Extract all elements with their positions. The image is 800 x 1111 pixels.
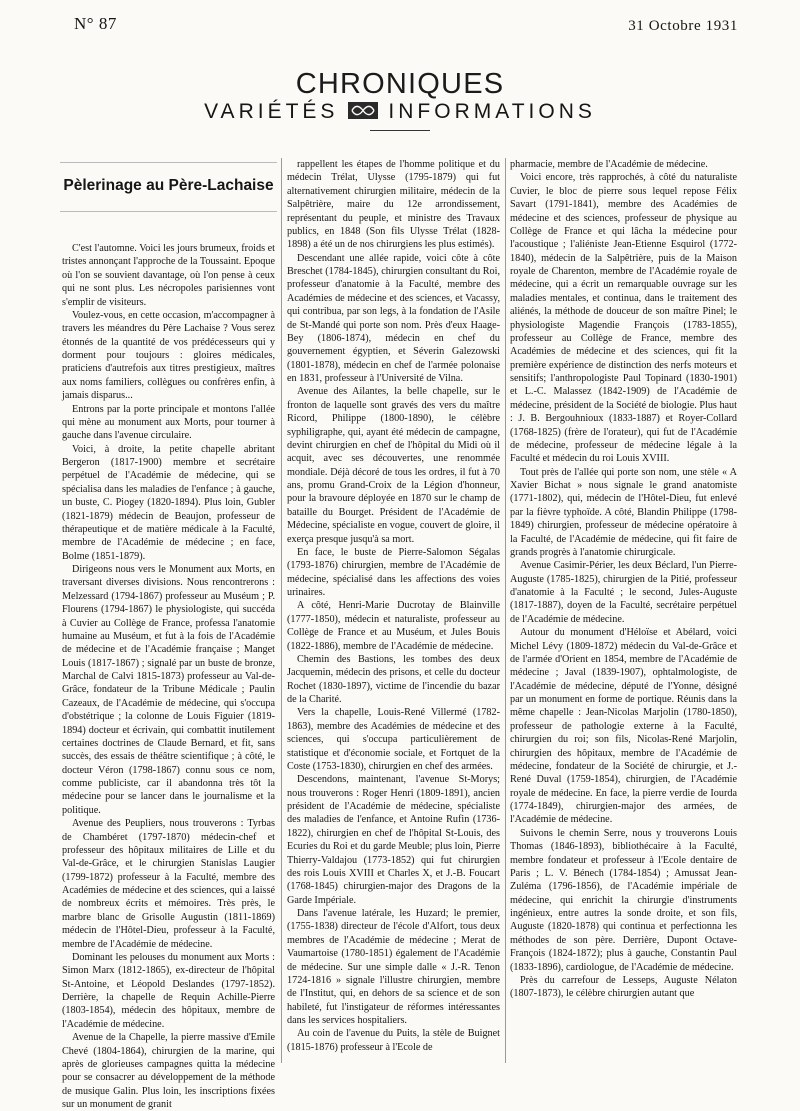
paragraph: Autour du monument d'Héloïse et Abélard, voici Michel Lévy (1809-1872) médecin du Val-de-Grâce et de l'armée d'Orient en 1854, membre de l'Académie de médecine ; Javal (1839-1907), ophtalmologiste, de l'Académie de médecine, député de l'Yonne, désigné par un monument en forme de portique. Réunis dans la même chapelle : Jean-Nicolas Marjolin (1780-1850), professeur de pathologie externe à la Faculté, chirurgien du roi; son fils, Nicolas-René Marjolin, chirurgien des hôpitaux, membre de l'Académie de médecine, fondateur de la Société de chirurgie, et J.-René Duval (1759-1854), chirurgien, de l'Académie royale de médecine. En face, la pierre verdie de Iourda (1774-1849), chirurgien-major des armées, de l'Académie de médecine. bbox=[510, 627, 737, 826]
paragraph: Dirigeons nous vers le Monument aux Morts, en traversant diverses divisions. Nous rencontrerons : Melzessard (1794-1867) professeur au Muséum ; P. Flourens (1794-1867) le physiologiste, qui succéda à Cuvier au Collège de France, professa l'anatomie humaine au Muséum, et fut à la fois de l'Académie de médecine et de l'Académie française ; Manget Louis (1817-1867) ; signalé par un buste de bronze, Marchal de Calvi 1815-1873) professeur au Val-de-Grâce, fondateur de la Tribune Médicale ; Paulin Cazeaux, de l'Académie de médecine, qui s'occupa d'obstétrique ; la colonne de Louis Figuier (1819-1894) docteur et écrivain, qui combattit inutilement certaines doctrines de Claude Bernard, et fit, sans succès, des essais de théâtre scientifique ; à côté, le docteur Véron (1798-1867) connu sous ce nom, comme publiciste, car il abandonna très tôt la médecine pour se lancer dans le journalisme et la politique. bbox=[62, 564, 275, 816]
article-title: Pèlerinage au Père-Lachaise bbox=[63, 177, 274, 194]
article-column-3 bbox=[510, 158, 737, 1063]
paragraph: Voulez-vous, en cette occasion, m'accompagner à travers les méandres du Père Lachaise ? Vous serez étonnés de la quantité de vos prédécesseurs qui y dorment pour toujours : gloires médicales, praticiens d'autrefois aux titres prestigieux, maîtres aux noms familiers, collègues ou confrères enfin, à jamais disparus... bbox=[62, 309, 275, 402]
paragraph: Avenue Casimir-Périer, les deux Béclard, l'un Pierre-Auguste (1785-1825), chirurgien de la Pitié, professeur d'anatomie à la Faculté ; le second, Jules-Auguste (1817-1887), doyen de la Faculté, secrétaire perpétuel de l'Académie de médecine. bbox=[510, 560, 737, 625]
article-column-1 bbox=[62, 242, 275, 1110]
issue-date: 31 Octobre 1931 bbox=[628, 18, 738, 34]
paragraph: Dominant les pelouses du monument aux Morts : Simon Marx (1812-1865), ex-directeur de l'hôpital St-Antoine, et Léopold Deslandes (1797-1852). Derrière, la chapelle de Requin Achille-Pierre (1803-1854), médecin des hôpitaux, membre de l'Académie de médecine. bbox=[62, 951, 275, 1030]
paragraph: Avenue de la Chapelle, la pierre massive d'Emile Chevé (1804-1864), chirurgien de la marine, qui après de glorieuses campagnes quitta la médecine pour se consacrer au développement de la méthode de musique Galin. Plus loin, les inscriptions fixées sur un monument de granit bbox=[62, 1032, 275, 1110]
paragraph: Voici, à droite, la petite chapelle abritant Bergeron (1817-1900) membre et secrétaire perpétuel de l'Académie de médecine, qui se spécialisa dans les maladies de l'enfance ; à gauche, un buste, C. Piogey (1820-1894). Plus loin, Gubler (1821-1879) médecin de Beaujon, professeur de thérapeutique et de matière médicale à la Faculté, membre de l'Académie de médecine ; en face, Bolme (1851-1879). bbox=[62, 443, 275, 562]
paragraph: En face, le buste de Pierre-Salomon Ségalas (1793-1876) chirurgien, membre de l'Académie de médecine, spécialisé dans les affections des voies urinaires. bbox=[287, 546, 500, 598]
paragraph: A côté, Henri-Marie Ducrotay de Blainville (1777-1850), médecin et naturaliste, professeur au Collège de France et au Muséum, et Jules Bouis (1822-1886), membre de l'Académie de médecine. bbox=[287, 600, 500, 652]
paragraph: Suivons le chemin Serre, nous y trouverons Louis Thomas (1846-1893), bibliothécaire à la Faculté, membre fondateur et professeur à l'Ecole dentaire de Paris ; L. V. Bénech (1784-1854) ; Amussat Jean-Zuléma (1796-1856), de l'Académie impériale de médecine, qui enrichit la chirurgie d'instruments ingénieux, entre autres la sonde droite, et son fils, Auguste (1820-1878) qui continua et perfectionna les méthodes de son père. Derrière, Dupont Octave-François (1824-1872); plus à gauche, Constantin Paul (1833-1896), cardiologue, de l'Académie de médecine. bbox=[510, 827, 737, 973]
paragraph: Avenue des Ailantes, la belle chapelle, sur le fronton de laquelle sont gravés des vers du maître Ricord, Philippe (1800-1890), le célèbre syphiligraphe, qui, ayant été médecin de campagne, devint chirurgien en chef de l'hôpital du Midi où il acquit, avec ses découvertes, une renommée mondiale. Déjà décoré de tous les ordres, il fut à 70 ans, promu Grand-Croix de la Légion d'honneur, pour la bravoure déployée en 1870 sur le champ de bataille du Bourget. Président de l'Académie de Médecine, spécialiste en vogue, couvert de gloire, il exerça presque jusqu'à sa mort. bbox=[287, 386, 500, 545]
subtitle-varietes: VARIÉTÉS bbox=[204, 100, 339, 124]
subtitle-informations: INFORMATIONS bbox=[388, 100, 596, 124]
section-title: CHRONIQUES bbox=[295, 68, 505, 100]
paragraph: Au coin de l'avenue du Puits, la stèle de Buignet (1815-1876) professeur à l'Ecole de bbox=[287, 1028, 500, 1053]
paragraph: Chemin des Bastions, les tombes des deux Jacquemin, médecin des prisons, et celle du docteur Rochet (1830-1897), victime de l'incendie du bazar de la Charité. bbox=[287, 653, 500, 705]
paragraph: Descendant une allée rapide, voici côte à côte Breschet (1784-1845), chirurgien consultant du Roi, professeur d'anatomie à la Faculté, membre des Académies de médecine et des sciences, et Vacassy, qui contribua, par son legs, à la fondation de l'Asile de St-Mandé qui porte son nom. Près d'eux Haage-Bey (1806-1874), médecin en chef du gouvernement égyptien, et Séverin Galezowski (1801-1878), médecin en chef de l'armée polonaise en 1831, professeur à l'Université de Vilna. bbox=[287, 252, 500, 384]
column-divider bbox=[281, 158, 282, 1063]
paragraph: Près du carrefour de Lesseps, Auguste Nélaton (1807-1873), le célèbre chirurgien autant que bbox=[510, 974, 737, 1000]
paragraph: Avenue des Peupliers, nous trouverons : Tyrbas de Chambéret (1797-1870) médecin-chef et professeur des hôpitaux militaires de Lille et du Val-de-Grâce, et le chirurgien Stanislas Laugier (1799-1872) professeur à la Faculté, membre des Académies de médecine et des sciences, qui a laissé de nombreux écrits et mémoires. Très près, le marbre blanc de Grisolle Augustin (1811-1869) médecin de l'Hôtel-Dieu, professeur à la Faculté, membre de l'Académie de médecine. bbox=[62, 818, 275, 950]
paragraph: Descendons, maintenant, l'avenue St-Morys; nous trouverons : Roger Henri (1809-1891), ancien président de l'Académie de médecine, spécialiste des maladies de l'enfance, et Antoine Rufin (1736-1822), chirurgien en chef de l'hôpital St-Louis, des Ecuries du Roi et du garde Meuble; plus loin, Pierre Thierry-Valdajou (1773-1852) qui fut chirurgien des rois Louis XVIII et Charles X, et J.-B. Foucart (1768-1845) chirurgien-major des Dragons de la Garde Impériale. bbox=[287, 774, 500, 906]
column-divider bbox=[505, 158, 506, 1063]
paragraph: pharmacie, membre de l'Académie de médecine. bbox=[510, 159, 708, 170]
paragraph: rappellent les étapes de l'homme politique et du médecin Trélat, Ulysse (1795-1879) qui fut alternativement chirurgien militaire, médecin de la Salpêtrière, maire du 12e arrondissement, représentant du peuple, et ministre des Travaux publics, en 1848 (Son fils Ulysse Trélat (1828-1898) a été un de nos chirurgiens les plus estimés). bbox=[287, 159, 500, 251]
paragraph: Tout près de l'allée qui porte son nom, une stèle « A Xavier Bichat » nous signale le grand anatomiste (1771-1802), qui, médecin de l'Hôtel-Dieu, fut enlevé par la fièvre typhoïde. A côté, Blandin Philippe (1798-1849) chirurgien, professeur de médecine opératoire à la Faculté, de l'Académie de médecine, qui fit faire de grands progrès à l'anatomie chirurgicale. bbox=[510, 466, 737, 558]
paragraph: C'est l'automne. Voici les jours brumeux, froids et tristes annonçant l'approche de la Toussaint. Epoque où l'on se souvient davantage, où l'on pense à ceux qui ne sont plus. Les nécropoles parisiennes vont s'emplir de visiteurs. bbox=[62, 243, 275, 308]
issue-number: N° 87 bbox=[74, 14, 117, 33]
paragraph: Vers la chapelle, Louis-René Villermé (1782-1863), membre des Académies de médecine et des sciences, qui s'occupa particulièrement de statistique et d'économie sociale, et Fortquet de la Coste (1753-1830), chirurgien en chef des armées. bbox=[287, 707, 500, 772]
paragraph: Dans l'avenue latérale, les Huzard; le premier, (1755-1838) directeur de l'école d'Alfort, tous deux membres de l'Académie de médecine ; Merat de Vaumartoise (1780-1851) également de l'Académie de médecine. Sur une simple dalle « J.-R. Tenon 1724-1816 » signale l'illustre chirurgien, membre de l'Institut, qui, en dehors de sa science et de son habileté, fut l'instigateur de réformes intéressantes dans les services hospitaliers. bbox=[287, 908, 500, 1026]
ornament-icon bbox=[348, 102, 378, 119]
header-rule bbox=[370, 130, 430, 131]
paragraph: Voici encore, très rapprochés, à côté du naturaliste Cuvier, le bloc de pierre sous lequel repose Félix Savart (1791-1841), membre des Académies de médecine et des sciences, professeur de physique au Collège de France et qui lâcha la médecine pour l'acoustique ; l'aliéniste Jean-Etienne Esquirol (1772-1840), médecin de la Salpêtrière, puis de la Maison royale de Charenton, membre de l'Académie royale de médecine, qui a écrit un remarquable ouvrage sur les maladies mentales, et continua, dans le traitement des aliénés, la méthode de douceur de son maître Pinel; le physiologiste Magendie François (1783-1855), professeur au Collège de France, membre des Académies de médecine et des sciences, qui fit la première expérience de distinction des nerfs moteurs et sensitifs; l'anthropologiste Paul Topinard (1830-1901) et L.-C. Malassez (1842-1909) de l'Académie de médecine, président de la Société de biologie. Plus haut : J. B. Bergouhnioux (1833-1887) et Royer-Collard (1768-1825) (frère de l'orateur), qui fut de l'Académie de médecine, professeur de médecine légale à la Faculté et médecin du roi Louis XVIII. bbox=[510, 172, 737, 465]
article-column-2 bbox=[287, 158, 500, 1063]
paragraph: Entrons par la porte principale et montons l'allée qui mène au monument aux Morts, pour tourner à gauche dans l'avenue circulaire. bbox=[62, 403, 275, 442]
section-subtitle bbox=[0, 100, 800, 124]
